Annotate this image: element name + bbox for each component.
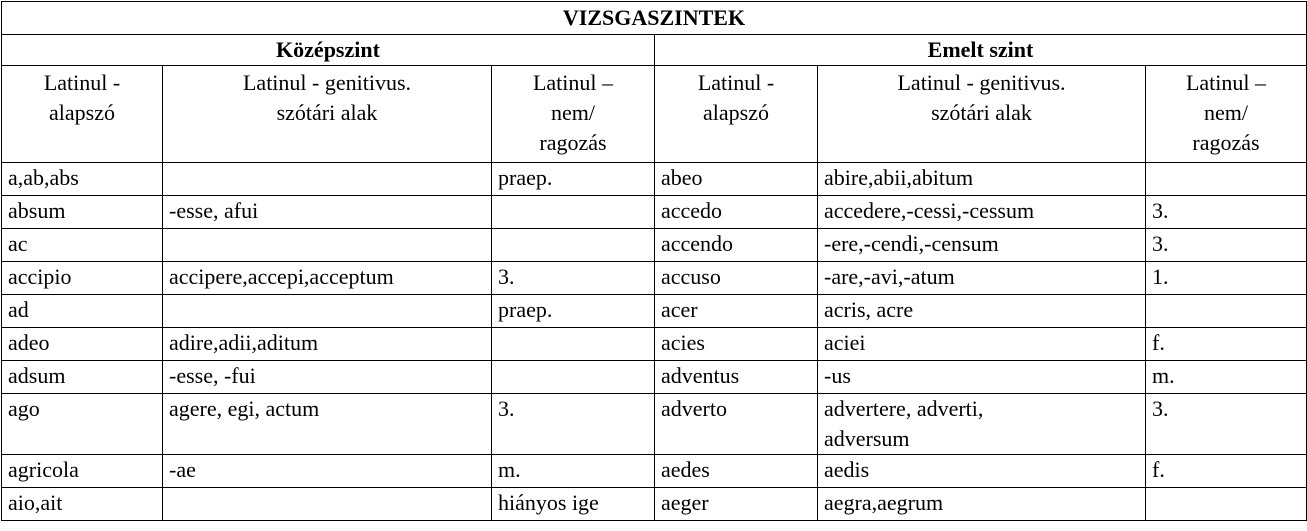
table-cell: -ere,-cendi,-censum [818, 229, 1146, 262]
table-cell: ad [2, 295, 163, 328]
table-cell: praep. [492, 163, 655, 196]
table-cell: acer [655, 295, 818, 328]
column-header: Latinul - alapszó [2, 66, 163, 163]
table-cell: agricola [2, 455, 163, 488]
table-cell: aedis [818, 455, 1146, 488]
table-cell: -us [818, 361, 1146, 394]
table-row [2, 328, 1307, 361]
table-cell: a,ab,abs [2, 163, 163, 196]
table-cell [1146, 488, 1307, 521]
table-cell: -esse, -fui [163, 361, 492, 394]
table-cell: aegra,aegrum [818, 488, 1146, 521]
table-cell [163, 163, 492, 196]
table-cell [163, 295, 492, 328]
table-cell: f. [1146, 328, 1307, 361]
table-cell: 3. [492, 394, 655, 455]
table-cell: adsum [2, 361, 163, 394]
table-cell: aio,ait [2, 488, 163, 521]
table-row [2, 196, 1307, 229]
table-row [2, 262, 1307, 295]
table-row [2, 394, 1307, 455]
table-cell: adeo [2, 328, 163, 361]
table-cell [1146, 295, 1307, 328]
table-cell: 1. [1146, 262, 1307, 295]
table-cell: ac [2, 229, 163, 262]
table-cell [492, 328, 655, 361]
table-title: VIZSGASZINTEK [2, 2, 1307, 35]
column-header: Latinul - genitivus. szótári alak [818, 66, 1146, 163]
table-cell: f. [1146, 455, 1307, 488]
table-cell: accipere,accepi,acceptum [163, 262, 492, 295]
table-cell: adire,adii,aditum [163, 328, 492, 361]
table-cell: accedo [655, 196, 818, 229]
column-header: Latinul - alapszó [655, 66, 818, 163]
table-cell: hiányos ige [492, 488, 655, 521]
table-cell: -ae [163, 455, 492, 488]
table-cell: 3. [1146, 394, 1307, 455]
table-cell: m. [1146, 361, 1307, 394]
table-cell: 3. [1146, 229, 1307, 262]
table-cell: absum [2, 196, 163, 229]
table-cell: -are,-avi,-atum [818, 262, 1146, 295]
table-cell [163, 488, 492, 521]
table-cell: praep. [492, 295, 655, 328]
table-cell: adventus [655, 361, 818, 394]
table-cell: m. [492, 455, 655, 488]
table-cell: abire,abii,abitum [818, 163, 1146, 196]
table-cell: accedere,-cessi,-cessum [818, 196, 1146, 229]
table-cell: advertere, adverti, adversum [818, 394, 1146, 455]
table-cell: abeo [655, 163, 818, 196]
table-cell: agere, egi, actum [163, 394, 492, 455]
table-cell: 3. [492, 262, 655, 295]
table-cell: accendo [655, 229, 818, 262]
column-header: Latinul – nem/ ragozás [492, 66, 655, 163]
level-mid-header: Középszint [2, 35, 655, 66]
level-high-header: Emelt szint [655, 35, 1307, 66]
table-row [2, 163, 1307, 196]
level-row [2, 35, 1307, 66]
table-cell: acris, acre [818, 295, 1146, 328]
table-cell [492, 229, 655, 262]
column-header-row [2, 66, 1307, 163]
table-row [2, 361, 1307, 394]
title-row [2, 2, 1307, 35]
table-cell: aciei [818, 328, 1146, 361]
table-cell: accuso [655, 262, 818, 295]
table-cell [163, 229, 492, 262]
table-cell: 3. [1146, 196, 1307, 229]
column-header: Latinul - genitivus. szótári alak [163, 66, 492, 163]
table-cell: aeger [655, 488, 818, 521]
table-cell [492, 361, 655, 394]
table-row [2, 295, 1307, 328]
table-cell: accipio [2, 262, 163, 295]
table-cell: aedes [655, 455, 818, 488]
table-cell [492, 196, 655, 229]
table-cell: adverto [655, 394, 818, 455]
table-cell: acies [655, 328, 818, 361]
table-cell: -esse, afui [163, 196, 492, 229]
table-row [2, 488, 1307, 521]
table-cell: ago [2, 394, 163, 455]
table-row [2, 229, 1307, 262]
vocabulary-table [1, 1, 1307, 521]
table-cell [1146, 163, 1307, 196]
table-row [2, 455, 1307, 488]
column-header: Latinul – nem/ ragozás [1146, 66, 1307, 163]
